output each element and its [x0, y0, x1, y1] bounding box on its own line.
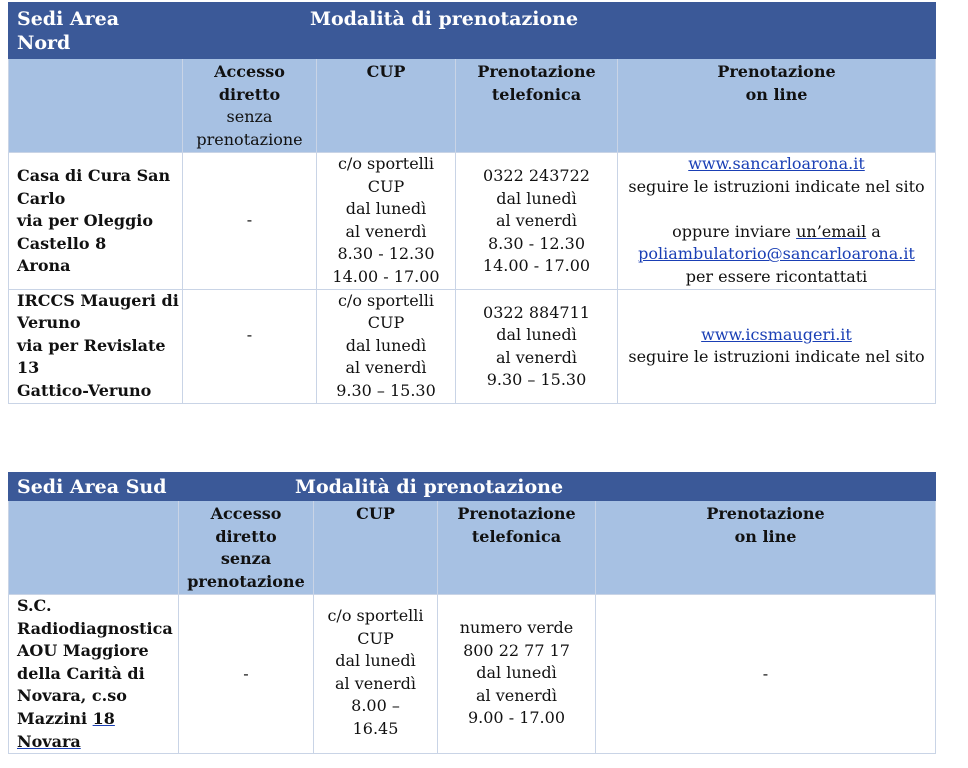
- website-link[interactable]: www.icsmaugeri.it: [701, 324, 852, 344]
- cup-info: c/o sportelli CUP dal lunedì al venerdì 8.30 - 12.30 14.00 - 17.00: [317, 153, 456, 290]
- table-row: [9, 289, 936, 403]
- south-col-telefonica: Prenotazione telefonica: [438, 501, 596, 595]
- accesso-value: -: [179, 595, 314, 754]
- cup-info: c/o sportelli CUP dal lunedì al venerdì 9.30 – 15.30: [317, 289, 456, 403]
- online-value: -: [596, 595, 936, 754]
- north-col-online: Prenotazione on line: [618, 59, 936, 153]
- phone-info: 0322 884711 dal lunedì al venerdì 9.30 – 15.30: [456, 289, 618, 403]
- south-header-row: [9, 473, 936, 501]
- south-modalita-heading: Modalità di prenotazione: [179, 473, 936, 501]
- north-table: [8, 2, 936, 404]
- north-area-title: Sedi Area Nord: [9, 3, 183, 59]
- north-header-row: [9, 3, 936, 59]
- north-col-cup: CUP: [317, 59, 456, 153]
- south-area-title: Sedi Area Sud: [9, 473, 179, 501]
- south-table: [8, 472, 936, 754]
- accesso-value: -: [183, 153, 317, 290]
- email-link[interactable]: poliambulatorio@sancarloarona.it: [638, 244, 915, 264]
- table-row: [9, 595, 936, 754]
- online-info: www.icsmaugeri.it seguire le istruzioni indicate nel sito: [618, 289, 936, 403]
- north-modalita-heading: Modalità di prenotazione: [183, 3, 936, 59]
- website-link[interactable]: www.sancarloarona.it: [688, 154, 865, 173]
- accesso-value: -: [183, 289, 317, 403]
- south-col-cup: CUP: [314, 501, 438, 595]
- phone-info: numero verde 800 22 77 17 dal lunedì al venerdì 9.00 - 17.00: [438, 595, 596, 754]
- cup-info: c/o sportelli CUP dal lunedì al venerdì 8.00 – 16.45: [314, 595, 438, 754]
- north-subheader-row: [9, 59, 936, 153]
- online-info: www.sancarloarona.it seguire le istruzioni indicate nel sito oppure inviare un’email a poliambulatorio@sancarloarona.it per essere ricontattati: [618, 153, 936, 290]
- north-col-telefonica: Prenotazione telefonica: [456, 59, 618, 153]
- facility-name: S.C. Radiodiagnostica AOU Maggiore della Carità di Novara, c.so Mazzini 18 Novara: [9, 595, 179, 754]
- south-col-online: Prenotazione on line: [596, 501, 936, 595]
- phone-info: 0322 243722 dal lunedì al venerdì 8.30 - 12.30 14.00 - 17.00: [456, 153, 618, 290]
- south-subheader-row: [9, 501, 936, 595]
- north-empty-header-cell: [9, 59, 183, 153]
- north-col-accesso: Accesso diretto senza prenotazione: [183, 59, 317, 153]
- facility-name: IRCCS Maugeri di Veruno via per Revislate 13 Gattico-Veruno: [9, 289, 183, 403]
- south-col-accesso: Accesso diretto senza prenotazione: [179, 501, 314, 595]
- facility-name: Casa di Cura San Carlo via per Oleggio Castello 8 Arona: [9, 153, 183, 290]
- south-empty-header-cell: [9, 501, 179, 595]
- table-row: [9, 153, 936, 290]
